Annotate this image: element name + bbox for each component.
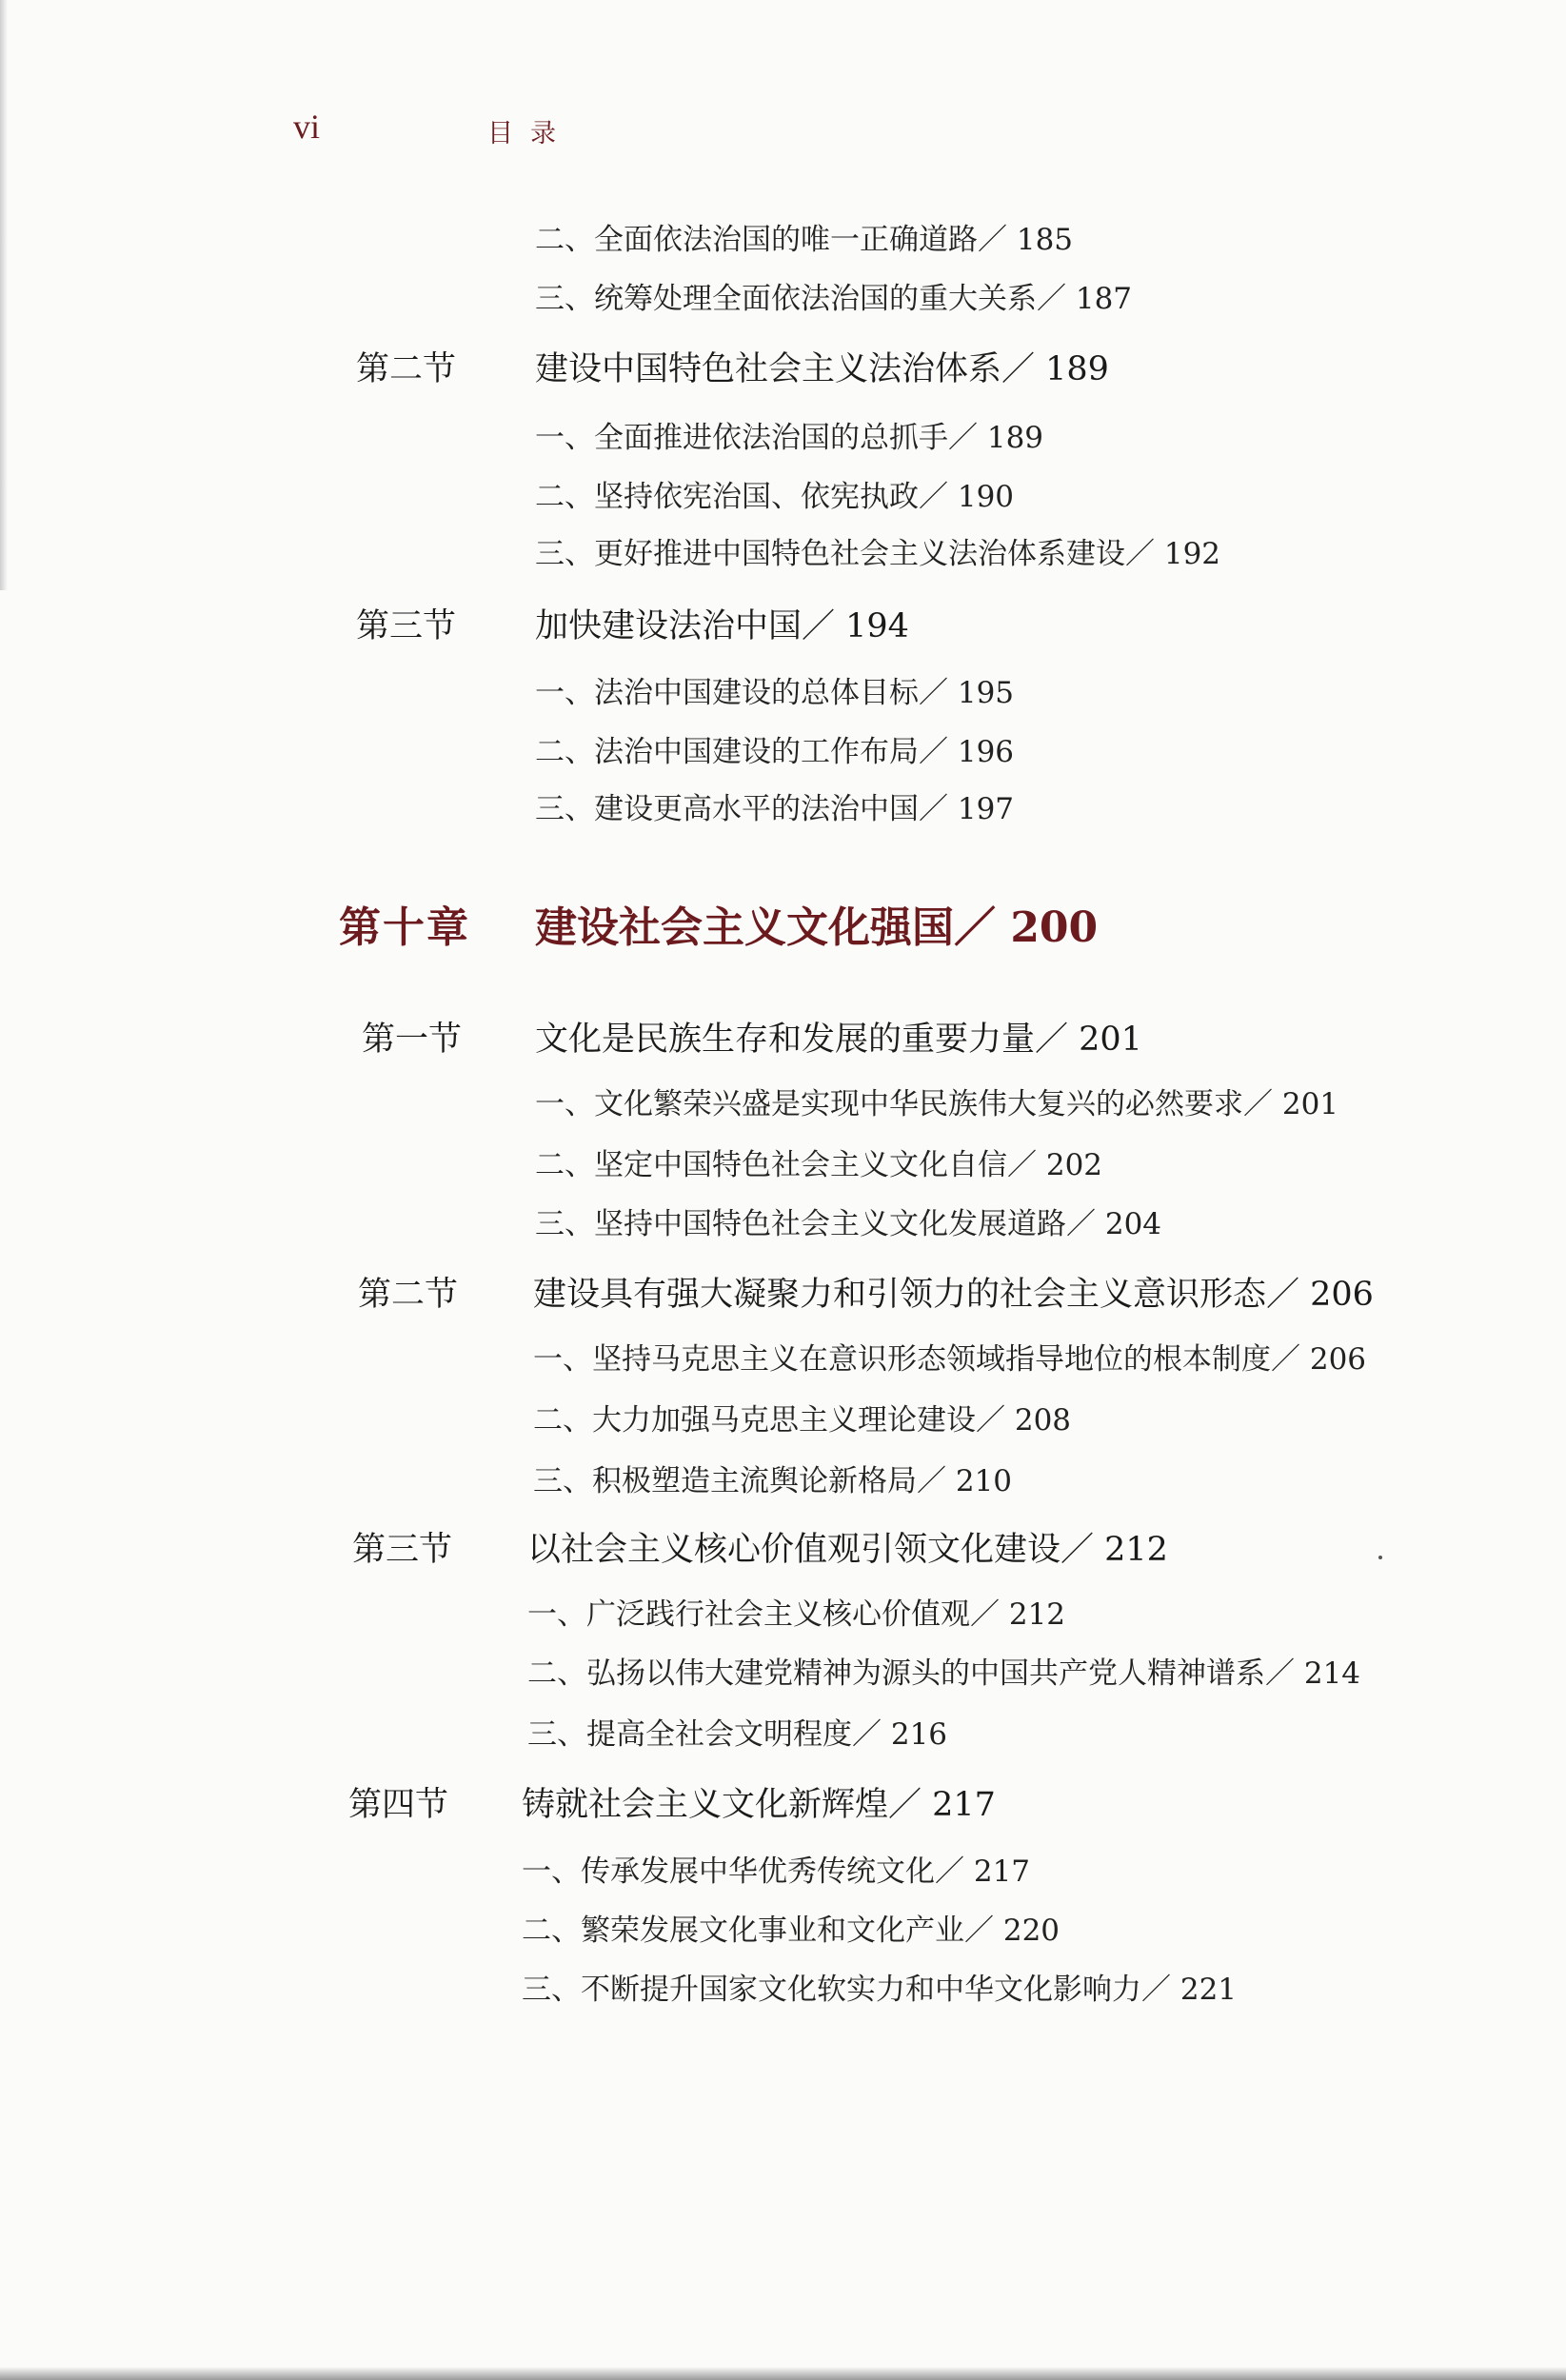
toc-item-text: 一、传承发展中华优秀传统文化／ 217	[522, 1854, 1031, 1889]
chapter-label: 第十章	[339, 903, 470, 952]
toc-item-text: 二、法治中国建设的工作布局／ 196	[535, 735, 1015, 769]
section-title: 建设具有强大凝聚力和引领力的社会主义意识形态／ 206	[533, 1276, 1374, 1314]
toc-item-text: 三、不断提升国家文化软实力和中华文化影响力／ 221	[522, 1973, 1238, 2007]
page-number: vi	[293, 108, 321, 146]
toc-item-text: 一、广泛践行社会主义核心价值观／ 212	[527, 1597, 1066, 1632]
scan-edge-shadow	[0, 0, 8, 590]
page-header	[0, 107, 1566, 154]
toc-item-text: 三、更好推进中国特色社会主义法治体系建设／ 192	[535, 537, 1221, 571]
toc-item-text: 二、全面依法治国的唯一正确道路／ 185	[535, 223, 1074, 257]
toc-item-text: 三、提高全社会文明程度／ 216	[527, 1717, 948, 1752]
toc-item-text: 三、坚持中国特色社会主义文化发展道路／ 204	[535, 1207, 1162, 1241]
section-label: 第三节	[352, 1531, 453, 1569]
chapter-title: 建设社会主义文化强国／ 200	[535, 903, 1099, 952]
toc-item-text: 三、建设更高水平的法治中国／ 197	[535, 792, 1015, 826]
section-label: 第二节	[358, 1276, 459, 1314]
section-label: 第二节	[356, 350, 457, 388]
section-title: 加快建设法治中国／ 194	[535, 607, 909, 645]
scan-bottom-edge	[0, 2367, 1566, 2380]
section-title: 建设中国特色社会主义法治体系／ 189	[535, 350, 1109, 388]
toc-item-text: 二、坚持依宪治国、依宪执政／ 190	[535, 480, 1015, 514]
toc-item-text: 一、法治中国建设的总体目标／ 195	[535, 676, 1015, 710]
toc-item-text: 一、坚持马克思主义在意识形态领域指导地位的根本制度／ 206	[533, 1342, 1367, 1377]
toc-item-text: 二、繁荣发展文化事业和文化产业／ 220	[522, 1914, 1061, 1948]
toc-item-text: 一、全面推进依法治国的总抓手／ 189	[535, 421, 1044, 455]
toc-item-text: 三、积极塑造主流舆论新格局／ 210	[533, 1464, 1013, 1498]
section-title: 铸就社会主义文化新辉煌／ 217	[522, 1786, 996, 1824]
section-title: 以社会主义核心价值观引领文化建设／ 212	[527, 1531, 1168, 1569]
toc-item-text: 二、坚定中国特色社会主义文化自信／ 202	[535, 1148, 1103, 1182]
section-title: 文化是民族生存和发展的重要力量／ 201	[535, 1021, 1142, 1059]
toc-item-text: 二、大力加强马克思主义理论建设／ 208	[533, 1403, 1072, 1438]
toc-item-text: 三、统筹处理全面依法治国的重大关系／ 187	[535, 282, 1133, 316]
section-label: 第一节	[362, 1021, 463, 1059]
scan-speck	[1378, 1556, 1382, 1559]
running-head: 目录	[487, 119, 573, 149]
section-label: 第四节	[348, 1786, 449, 1824]
toc-item-text: 一、文化繁荣兴盛是实现中华民族伟大复兴的必然要求／ 201	[535, 1087, 1339, 1121]
toc-item-text: 二、弘扬以伟大建党精神为源头的中国共产党人精神谱系／ 214	[527, 1656, 1361, 1691]
section-label: 第三节	[356, 607, 457, 645]
